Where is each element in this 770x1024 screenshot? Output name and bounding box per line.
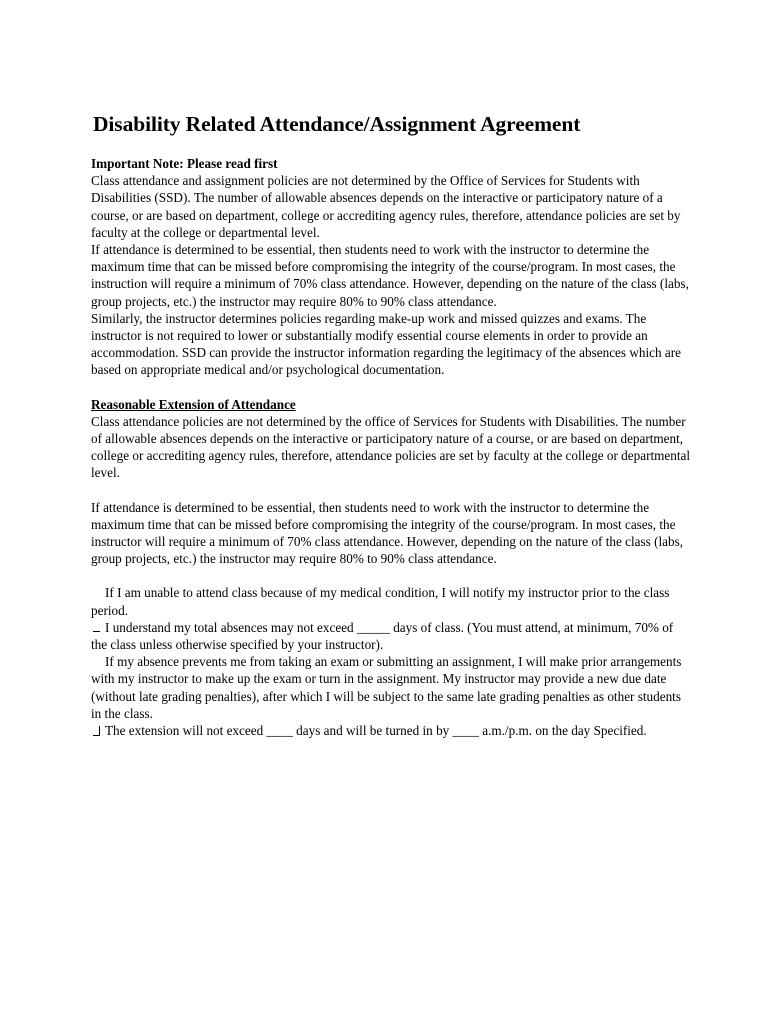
agreement-item-absences xyxy=(91,619,691,653)
important-note-paragraph-2: If attendance is determined to be essential, then students need to work with the instructor to determine the maximum time that can be missed before compromising the integrity of the course/program. In most cases, the instruction will require a minimum of 70% class attendance. However, depending on the nature of the class (labs, group projects, etc.) the instructor may require 80% to 90% class attendance. xyxy=(91,242,689,309)
corner-mark-icon xyxy=(93,722,101,739)
agreement-item-extension-text: The extension will not exceed ____ days and will be turned in by ____ a.m./p.m. on the day Specified. xyxy=(105,723,647,739)
extension-paragraph-2: If attendance is determined to be essential, then students need to work with the instructor to determine the maximum time that can be missed before compromising the integrity of the course/program. In most cases, the instructor will require a minimum of 70% class attendance. However, depending on the nature of the class (labs, group projects, etc.) the instructor may require 80% to 90% class attendance. xyxy=(91,499,683,567)
underscore-mark-icon xyxy=(93,619,101,636)
agreement-item-exam-text: If my absence prevents me from taking an exam or submitting an assignment, I will make prior arrangements with my instructor to make up the exam or turn in the assignment. My instructor may provide a new due date (without late grading penalties), after which I will be subject to the same late grading penalties as other students in the class. xyxy=(91,654,682,721)
document-title: Disability Related Attendance/Assignment Agreement xyxy=(93,112,581,136)
document-body xyxy=(91,155,691,739)
agreement-item-notify-text: If I am unable to attend class because of my medical condition, I will notify my instructor prior to the class period. xyxy=(91,585,670,618)
section-spacer xyxy=(91,379,691,396)
important-note-heading: Important Note: Please read first xyxy=(91,156,278,171)
paragraph-spacer xyxy=(91,567,691,584)
paragraph-spacer xyxy=(91,482,691,499)
agreement-item-extension xyxy=(91,722,691,739)
extension-heading: Reasonable Extension of Attendance xyxy=(91,396,296,412)
important-note-paragraph-1: Class attendance and assignment policies are not determined by the Office of Services for Students with Disabilities (SSD). The number of allowable absences depends on the interactive or participatory nature of a course, or are based on department, college or accrediting agency rules, therefore, attendance policies are set by faculty at the college or departmental level. xyxy=(91,173,681,240)
important-note-paragraph-3: Similarly, the instructor determines policies regarding make-up work and missed quizzes and exams. The instructor is not required to lower or substantially modify essential course elements in order to provide an accommodation. SSD can provide the instructor information regarding the legitimacy of the absences which are based on appropriate medical and/or psychological documentation. xyxy=(91,310,681,378)
agreement-item-absences-text: I understand my total absences may not exceed _____ days of class. (You must attend, at minimum, 70% of the class unless otherwise specified by your instructor). xyxy=(91,619,674,653)
agreement-item-notify xyxy=(91,584,691,618)
agreement-item-exam xyxy=(91,653,691,722)
extension-paragraph-1: Class attendance policies are not determined by the office of Services for Students with Disabilities. The number of allowable absences depends on the interactive or participatory nature of a course, or are based on department, college or accrediting agency rules, therefore, attendance policies are set by faculty at the college or departmental level. xyxy=(91,413,691,481)
